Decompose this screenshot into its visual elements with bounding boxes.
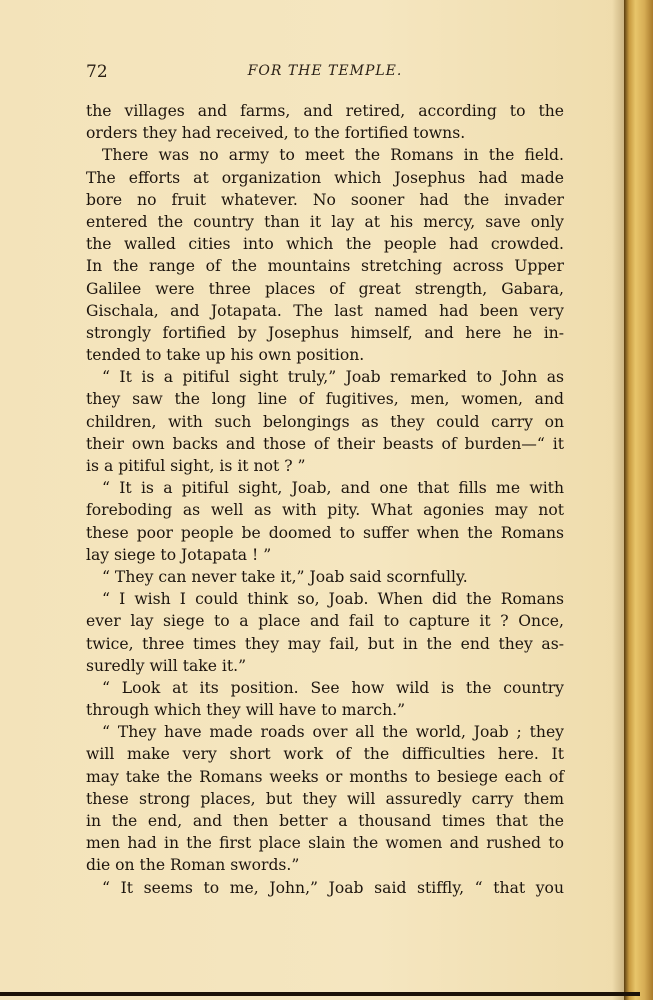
text-line: There was no army to meet the Romans in the field. <box>102 146 564 165</box>
text-line: The efforts at organization which Josephus had made <box>86 168 564 187</box>
text-line: orders they had received, to the fortified towns. <box>86 124 466 143</box>
text-line: “ I wish I could think so, Joab. When did the Romans <box>102 590 564 609</box>
book-edge <box>624 0 653 1000</box>
text-line: through which they will have to march.” <box>86 701 406 720</box>
text-line: In the range of the mountains stretching across Upper <box>86 257 564 276</box>
text-line: men had in the first place slain the women and rushed to <box>86 834 564 853</box>
text-line: foreboding as well as with pity. What agonies may not <box>86 501 564 520</box>
text-line: children, with such belongings as they could carry on <box>86 412 564 431</box>
bottom-rule <box>0 992 640 996</box>
text-line: “ They can never take it,” Joab said scornfully. <box>102 567 468 586</box>
text-line: will make very short work of the difficulties here. It <box>86 745 564 764</box>
text-line: Gischala, and Jotapata. The last named had been very <box>86 301 564 320</box>
text-line: die on the Roman swords.” <box>86 856 300 875</box>
text-line: they saw the long line of fugitives, men, women, and <box>86 390 564 409</box>
page-number: 72 <box>86 62 108 82</box>
text-line: lay siege to Jotapata ! ” <box>86 545 272 564</box>
text-line: “ It seems to me, John,” Joab said stiffly, “ that you <box>102 878 564 897</box>
body-text <box>86 100 564 899</box>
text-line: these poor people be doomed to suffer when the Romans <box>86 523 564 542</box>
text-line: bore no fruit whatever. No sooner had the invader <box>86 190 564 209</box>
text-line: the villages and farms, and retired, according to the <box>86 102 564 120</box>
page-header <box>86 62 564 86</box>
text-line: entered the country than it lay at his mercy, save only <box>86 212 564 231</box>
text-line: “ It is a pitiful sight truly,” Joab remarked to John as <box>102 368 564 387</box>
text-line: the walled cities into which the people had crowded. <box>86 235 564 254</box>
text-line: “ They have made roads over all the world, Joab ; they <box>102 723 564 742</box>
text-line: may take the Romans weeks or months to besiege each of <box>86 767 564 786</box>
text-line: “ Look at its position. See how wild is the country <box>102 678 564 697</box>
text-line: twice, three times they may fail, but in the end they as- <box>86 634 564 653</box>
text-line: ever lay siege to a place and fail to capture it ? Once, <box>86 612 564 631</box>
running-title: FOR THE TEMPLE. <box>247 63 403 79</box>
text-line: their own backs and those of their beasts of burden—“ it <box>86 434 564 453</box>
text-line: is a pitiful sight, is it not ? ” <box>86 457 306 475</box>
text-line: tended to take up his own position. <box>86 346 365 365</box>
text-line: in the end, and then better a thousand times that the <box>86 812 564 830</box>
text-line: suredly will take it.” <box>86 656 247 675</box>
text-line: Galilee were three places of great strength, Gabara, <box>86 279 564 298</box>
text-line: “ It is a pitiful sight, Joab, and one that fills me with <box>102 479 564 498</box>
text-line: strongly fortified by Josephus himself, and here he in- <box>86 323 564 342</box>
text-line: these strong places, but they will assuredly carry them <box>86 789 564 808</box>
